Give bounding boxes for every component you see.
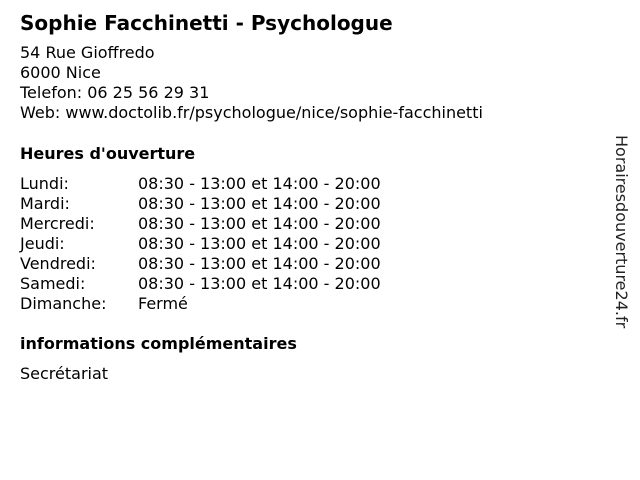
day-label: Mardi: <box>20 194 70 213</box>
day-label: Mercredi: <box>20 214 95 233</box>
additional-info-heading: informations complémentaires <box>20 334 297 353</box>
hours-row-monday <box>20 174 381 194</box>
hours-row-wednesday <box>20 214 381 234</box>
website: Web: www.doctolib.fr/psychologue/nice/sophie-facchinetti <box>20 103 483 122</box>
day-label: Samedi: <box>20 274 86 293</box>
hours-value: Fermé <box>138 294 188 313</box>
hours-value: 08:30 - 13:00 et 14:00 - 20:00 <box>138 194 381 213</box>
city: 6000 Nice <box>20 63 101 82</box>
hours-value: 08:30 - 13:00 et 14:00 - 20:00 <box>138 214 381 233</box>
site-watermark: Horairesdouverture24.fr <box>612 135 631 329</box>
opening-hours-heading: Heures d'ouverture <box>20 144 196 163</box>
day-label: Vendredi: <box>20 254 96 273</box>
hours-value: 08:30 - 13:00 et 14:00 - 20:00 <box>138 274 381 293</box>
hours-row-friday <box>20 254 381 274</box>
day-label: Dimanche: <box>20 294 107 313</box>
address-block <box>20 43 483 123</box>
street-address: 54 Rue Gioffredo <box>20 43 155 62</box>
hours-row-sunday <box>20 294 381 314</box>
day-label: Lundi: <box>20 174 69 193</box>
additional-info-text: Secrétariat <box>20 364 109 383</box>
opening-hours-table <box>20 174 381 314</box>
page-title: Sophie Facchinetti - Psychologue <box>20 11 393 35</box>
hours-row-tuesday <box>20 194 381 214</box>
hours-value: 08:30 - 13:00 et 14:00 - 20:00 <box>138 234 381 253</box>
hours-value: 08:30 - 13:00 et 14:00 - 20:00 <box>138 174 381 193</box>
day-label: Jeudi: <box>20 234 65 253</box>
hours-row-thursday <box>20 234 381 254</box>
phone-number: Telefon: 06 25 56 29 31 <box>20 83 210 102</box>
hours-value: 08:30 - 13:00 et 14:00 - 20:00 <box>138 254 381 273</box>
hours-row-saturday <box>20 274 381 294</box>
